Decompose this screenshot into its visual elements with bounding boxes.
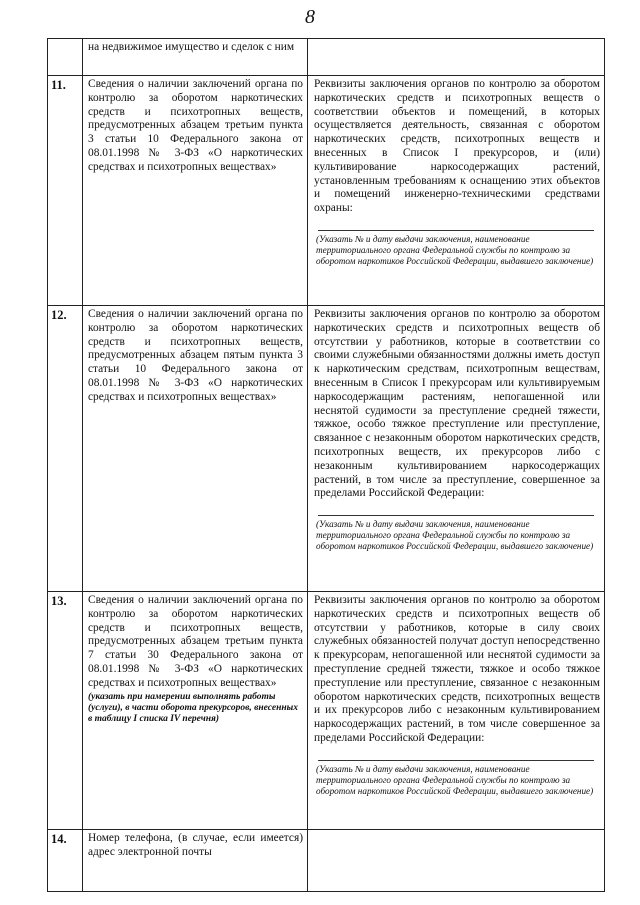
field-label: Сведения о наличии заключений органа по контролю за оборотом наркотических средств и психотропных веществ, предусмотренных абзацем третьим пункта 3 статьи 10 Федерального закона от 08.01.1998 № 3-ФЗ «О наркотических средствах и психотропных веществах» <box>83 76 308 306</box>
field-label-cell <box>83 592 308 830</box>
field-label-note: (указать при намерении выполнять работы (услуги), в части оборота прекурсоров, внесенных в таблицу I списка IV перечня) <box>88 691 298 724</box>
field-value-cell <box>308 592 605 830</box>
field-value-cell <box>308 306 605 592</box>
continuation-value-cell <box>308 39 605 76</box>
application-form-table <box>47 38 605 892</box>
field-label: Номер телефона, (в случае, если имеется) адрес электронной почты <box>83 830 308 892</box>
field-description: Реквизиты заключения органов по контролю за оборотом наркотических средств и психотропных веществ об отсутствии у работников, которые в соответствии со своими служебными обязанностями должны иметь доступ к наркотическим средствам, психотропным веществам, внесенным в Список I прекурсорам или культивируемым наркосодержащим растениям, непогашенной или неснятой судимости за преступление средней тяжести, тяжкое, особо тяжкое преступление или преступление, связанное с незаконным оборотом наркотических средств, психотропных веществ, их прекурсоров либо с незаконным культивированием наркосодержащих растений, в том числе за преступление, совершенное за пределами Российской Федерации: <box>314 308 600 500</box>
row-number: 13. <box>48 592 83 830</box>
table-row-13 <box>48 592 605 830</box>
input-line[interactable] <box>318 515 594 516</box>
continuation-text: на недвижимое имущество и сделок с ним <box>83 39 308 76</box>
input-line[interactable] <box>318 760 594 761</box>
row-number-cell <box>48 39 83 76</box>
row-number: 12. <box>48 306 83 592</box>
row-number: 14. <box>48 830 83 892</box>
row-number: 11. <box>48 76 83 306</box>
field-hint: (Указать № и дату выдачи заключения, наименование территориального органа Федеральной службы по контролю за оборотом наркотиков Российской Федерации, выдавшего заключение) <box>316 763 594 796</box>
field-description: Реквизиты заключения органов по контролю за оборотом наркотических средств и психотропных веществ об отсутствии у работников, которые в силу своих служебных обязанностей получат доступ непосредственно к прекурсорам, непогашенной или неснятой судимости за преступление средней тяжести, тяжкое и особо тяжкое преступление или преступление, связанное с незаконным оборотом наркотических средств, психотропных веществ и их прекурсоров либо с незаконным культивированием наркосодержащих растений, в том числе совершенное за пределами Российской Федерации: <box>314 594 600 744</box>
table-row-11 <box>48 76 605 306</box>
field-label: Сведения о наличии заключений органа по контролю за оборотом наркотических средств и психотропных веществ, предусмотренных абзацем пятым пункта 3 статьи 10 Федерального закона от 08.01.1998 № 3-ФЗ «О наркотических средствах и психотропных веществах» <box>83 306 308 592</box>
page-number: 8 <box>305 6 315 28</box>
input-line[interactable] <box>318 230 594 231</box>
table-row-12 <box>48 306 605 592</box>
field-value-cell[interactable] <box>308 830 605 892</box>
field-hint: (Указать № и дату выдачи заключения, наименование территориального органа Федеральной службы по контролю за оборотом наркотиков Российской Федерации, выдавшего заключение) <box>316 519 594 552</box>
table-row-14 <box>48 830 605 892</box>
table-row-continuation <box>48 39 605 76</box>
field-description: Реквизиты заключения органов по контролю за оборотом наркотических средств и психотропных веществ о соответствии объектов и помещений, в которых осуществляется деятельность, связанная с оборотом наркотических средств, психотропных веществ и внесенных в Список I прекурсоров, и (или) культивирование наркосодержащих растений, установленным требованиям к оснащению этих объектов и помещений инженерно-техническими средствами охраны: <box>314 78 600 215</box>
field-label: Сведения о наличии заключений органа по контролю за оборотом наркотических средств и психотропных веществ, предусмотренных абзацем третьим пункта 7 статьи 30 Федерального закона от 08.01.1998 № 3-ФЗ «О наркотических средствах и психотропных веществах» <box>88 594 303 689</box>
field-value-cell <box>308 76 605 306</box>
field-hint: (Указать № и дату выдачи заключения, наименование территориального органа Федеральной службы по контролю за оборотом наркотиков Российской Федерации, выдавшего заключение) <box>316 233 594 266</box>
